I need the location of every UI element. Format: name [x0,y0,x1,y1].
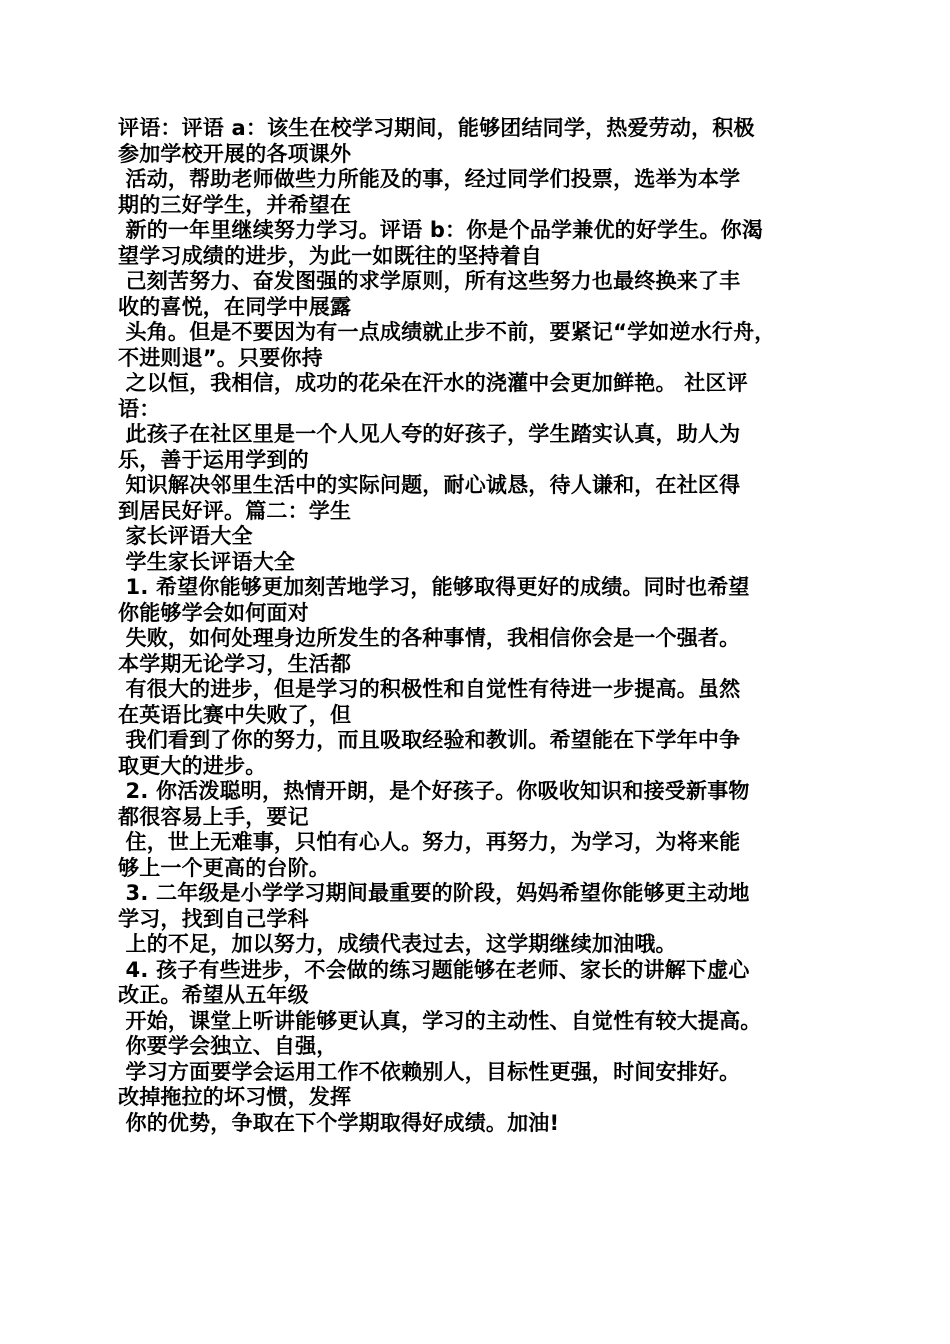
text-line: 本学期无论学习，生活都 [118,651,352,676]
text-line: 开始，课堂上听讲能够更认真，学习的主动性、自觉性有较大提高。 [118,1008,762,1033]
text-line: 都很容易上手，要记 [118,804,309,829]
text-line: 知识解决邻里生活中的实际问题，耐心诚恳，待人谦和，在社区得 [118,473,741,497]
text-line: 4. 孩子有些进步，不会做的练习题能够在老师、家长的讲解下虚心 [118,957,750,982]
text-line: 之以恒，我相信，成功的花朵在汗水的浇灌中会更加鲜艳。 社区评 [118,371,748,395]
text-line: 改正。希望从五年级 [118,983,309,1007]
text-line: 2. 你活泼聪明，热情开朗，是个好孩子。你吸收知识和接受新事物 [118,779,750,803]
text-line: 乐，善于运用学到的 [118,447,309,472]
text-line: 改掉拖拉的坏习惯，发挥 [118,1085,352,1109]
text-line: 住，世上无难事，只怕有心人。努力，再努力，为学习，为将来能 [118,830,741,854]
text-line: 不进则退”。只要你持 [118,345,323,370]
text-line: 学习方面要学会运用工作不依赖别人，目标性更强，时间安排好。 [118,1059,741,1084]
text-line: 你的优势，争取在下个学期取得好成绩。加油! [118,1110,560,1135]
text-line: 我们看到了你的努力，而且吸取经验和教训。希望能在下学年中争 [118,728,741,752]
text-line: 收的喜悦，在同学中展露 [118,294,352,319]
text-line: 够上一个更高的台阶。 [118,855,330,880]
text-line: 学生家长评语大全 [118,549,296,574]
text-line: 期的三好学生，并希望在 [118,192,352,217]
text-line: 1. 希望你能够更加刻苦地学习，能够取得更好的成绩。同时也希望 [118,575,750,599]
text-line: 语： [118,396,161,421]
text-line: 参加学校开展的各项课外 [118,141,352,166]
document-body [118,116,838,1136]
text-line: 评语：评语 a：该生在校学习期间，能够团结同学，热爱劳动，积极 [118,116,755,140]
text-line: 在英语比赛中失败了，但 [118,702,352,727]
text-line: 头角。但是不要因为有一点成绩就止步不前，要紧记“学如逆水行舟， [118,320,776,344]
text-line: 望学习成绩的进步，为此一如既往的坚持着自 [118,243,542,268]
text-line: 到居民好评。篇二：学生 [118,498,352,523]
text-line: 此孩子在社区里是一个人见人夸的好孩子，学生踏实认真，助人为 [118,422,741,446]
text-line: 己刻苦努力、奋发图强的求学原则，所有这些努力也最终换来了丰 [118,269,741,293]
text-line: 有很大的进步，但是学习的积极性和自觉性有待进一步提高。虽然 [118,677,741,701]
text-line: 失败，如何处理身边所发生的各种事情，我相信你会是一个强者。 [118,626,741,650]
text-line: 新的一年里继续努力学习。评语 b：你是个品学兼优的好学生。你渴 [118,218,764,242]
text-line: 家长评语大全 [118,524,253,548]
text-line: 上的不足，加以努力，成绩代表过去，这学期继续加油哦。 [118,932,677,956]
text-line: 3. 二年级是小学学习期间最重要的阶段，妈妈希望你能够更主动地 [118,881,750,905]
text-line: 学习，找到自己学科 [118,906,309,931]
text-line: 你能够学会如何面对 [118,600,309,625]
text-line: 取更大的进步。 [118,753,267,778]
text-line: 活动，帮助老师做些力所能及的事，经过同学们投票，选举为本学 [118,167,741,191]
text-line: 你要学会独立、自强， [118,1034,338,1058]
